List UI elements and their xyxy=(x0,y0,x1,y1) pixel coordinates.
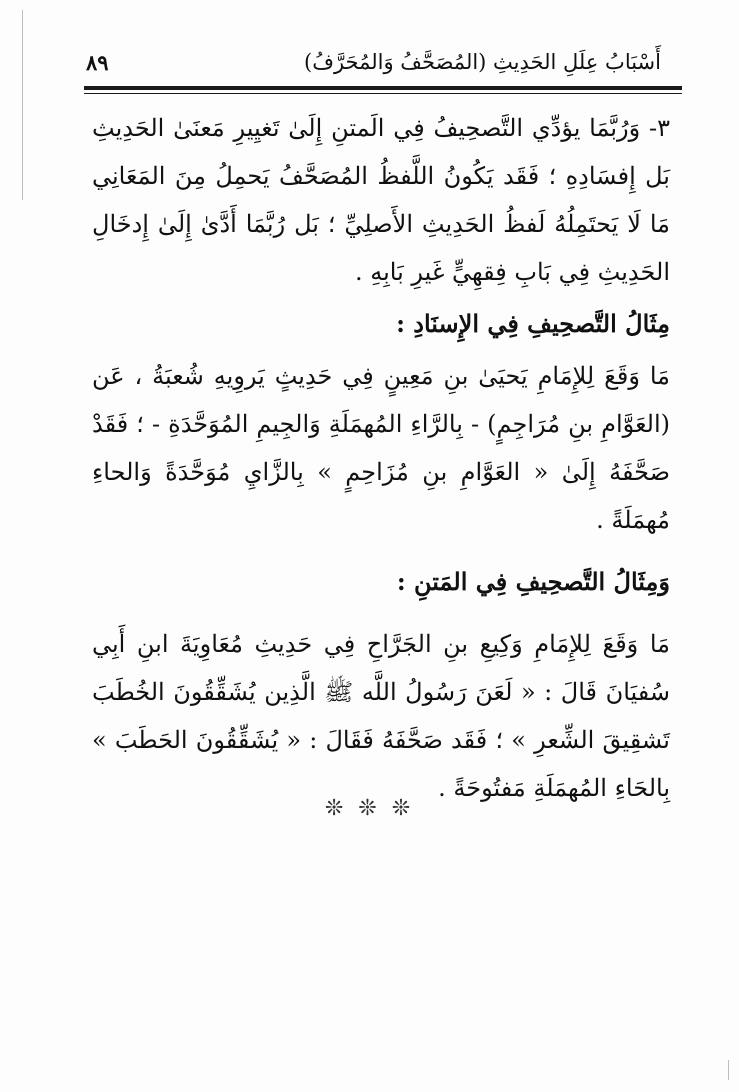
heading-matn-example: وَمِثَالُ التَّصحِيفِ فِي المَتنِ : xyxy=(396,567,670,596)
main-text xyxy=(92,104,670,812)
paragraph-3-point: ٣- وَرُبَّمَا يؤدِّي التَّصحِيفُ فِي الَمتنِ إِلَىٰ تَغيِيرِ مَعنَىٰ الحَدِيثِ بَل إِفسَادِهِ ؛ فَقَد يَكُونُ اللَّفظُ المُصَحَّفُ يَحمِلُ مِنَ المَعَانِي مَا لَا يَحتَمِلُهُ لَفظُ الحَدِيثِ الأَصلِيِّ ؛ بَل رُبَّمَا أَدَّىٰ إِلَىٰ إِدخَالِ الحَدِيثِ فِي بَابِ فِقهِيٍّ غَيرِ بَابِهِ . xyxy=(92,114,670,286)
running-header xyxy=(78,44,661,84)
heading-isnad-example: مِثَالُ التَّصحِيفِ فِي الإِسنَادِ : xyxy=(396,309,670,338)
running-title: أَسْبَابُ عِلَلِ الحَدِيثِ (المُصَحَّفُ وَالمُحَرَّفُ) xyxy=(304,50,661,74)
scan-edge-mark xyxy=(22,10,23,200)
page-number: ٨٩ xyxy=(86,50,109,75)
paragraph-matn-example: مَا وَقَعَ لِلإِمَامِ وَكِيعِ بنِ الجَرَّاحِ فِي حَدِيثِ مُعَاوِيَةَ ابنِ أَبِي سُفيَانَ قَالَ : « لَعَنَ رَسُولُ اللَّه ﷺ الَّذِين يُشَقِّقُونَ الخُطَبَ تَشقِيقَ الشِّعرِ » ؛ فَقَد صَحَّفَهُ فَقَالَ : « يُشَقِّقُونَ الحَطَبَ » بِالحَاءِ المُهمَلَةِ مَفتُوحَةً . xyxy=(92,630,670,802)
header-rule-thick xyxy=(84,86,682,90)
scan-corner-mark xyxy=(728,1060,729,1080)
spacer xyxy=(92,544,670,554)
header-rule-thin xyxy=(84,93,682,94)
spacer xyxy=(92,610,670,620)
section-separator: ❊ ❊ ❊ xyxy=(324,796,415,821)
paragraph-isnad-example: مَا وَقَعَ لِلإِمَامِ يَحيَىٰ بنِ مَعِينٍ فِي حَدِيثٍ يَروِيهِ شُعبَةُ ، عَن (العَوَّامِ بنِ مُرَاجِمٍ) - بِالرَّاءِ المُهمَلَةِ وَالجِيمِ المُوَحَّدَةِ - ؛ فَقَدْ صَحَّفَهُ إِلَىٰ « العَوَّامِ بنِ مُزَاحِمٍ » بِالزَّايِ مُوَحَّدَةً وَالحاءِ مُهمَلَةً . xyxy=(92,362,670,534)
